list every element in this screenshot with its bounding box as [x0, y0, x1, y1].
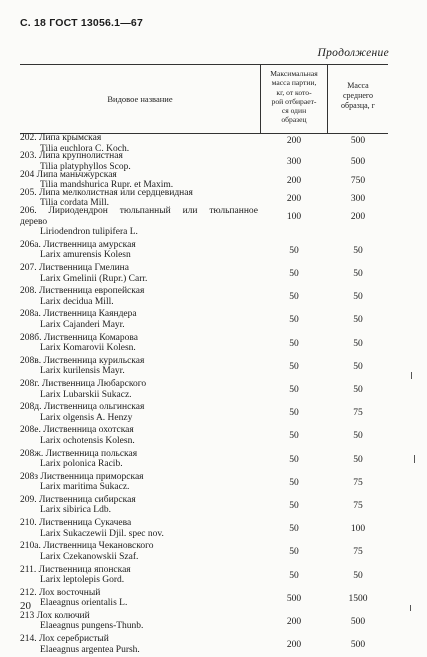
- avg-mass-value: 75: [353, 547, 363, 558]
- table-row: [20, 263, 388, 286]
- max-mass-value: 50: [289, 454, 299, 465]
- max-mass-value: 300: [286, 157, 302, 168]
- russian-name: 208е. Лиственница охотская: [20, 425, 134, 436]
- page-number: 20: [20, 600, 31, 612]
- latin-name: Tilia euchlora C. Koch.: [40, 143, 130, 154]
- max-mass-value: 50: [289, 361, 299, 372]
- russian-name: дерево: [20, 216, 48, 227]
- margin-mark: [410, 605, 411, 611]
- latin-name: Larix ochotensis Kolesn.: [40, 435, 135, 446]
- max-mass-value: 200: [286, 616, 302, 627]
- latin-name: Larix Cajanderi Mayr.: [40, 319, 125, 330]
- column-header-max-mass: Максимальная масса партии, кг, от кото- рой отбирает- ся один образец: [270, 69, 318, 125]
- avg-mass-value: 100: [350, 524, 366, 535]
- avg-mass-value: 75: [353, 408, 363, 419]
- avg-mass-value: 500: [350, 640, 366, 651]
- species-name: [20, 565, 258, 586]
- latin-name: Larix olgensis A. Henzy: [40, 412, 133, 423]
- avg-mass-value: 50: [353, 570, 363, 581]
- max-mass-value: 50: [289, 245, 299, 256]
- latin-name: Tilia cordata Mill.: [40, 198, 110, 209]
- species-name: [20, 588, 258, 609]
- latin-name: Elaeagnus pungens-Thunb.: [40, 621, 144, 632]
- russian-name: 213 Лох колючий: [20, 610, 90, 621]
- russian-name: 208д. Лиственница ольгинская: [20, 402, 145, 413]
- avg-mass-value: 200: [350, 212, 366, 223]
- table-row: [20, 402, 388, 425]
- max-mass-value: 100: [286, 212, 302, 223]
- avg-mass-value: 50: [353, 269, 363, 280]
- species-name: [20, 449, 258, 470]
- max-mass-value: 500: [286, 593, 302, 604]
- latin-name: Tilia mandshurica Rupr. et Maxim.: [40, 180, 174, 191]
- max-mass-value: 200: [286, 136, 302, 146]
- max-mass-value: 50: [289, 547, 299, 558]
- table-row: [20, 309, 388, 332]
- avg-mass-value: 50: [353, 338, 363, 349]
- latin-name: Larix sibirica Ldb.: [40, 505, 111, 516]
- max-mass-value: 50: [289, 570, 299, 581]
- avg-mass-value: 50: [353, 385, 363, 395]
- max-mass-value: 50: [289, 524, 299, 535]
- max-mass-value: 50: [289, 315, 299, 326]
- russian-name: 206. Лириодендрон тюльпанный или тюльпанное: [20, 206, 258, 217]
- table-row: [20, 240, 388, 263]
- table-row: [20, 588, 388, 611]
- russian-name: 202. Липа крымская: [20, 133, 102, 143]
- max-mass-value: 50: [289, 500, 299, 511]
- latin-name: Larix decidua Mill.: [40, 296, 114, 307]
- max-mass-value: 200: [286, 193, 302, 204]
- table-row: [20, 449, 388, 472]
- table-row: [20, 425, 388, 448]
- table-row: [20, 634, 388, 657]
- russian-name: 211. Лиственница японская: [20, 564, 131, 575]
- table-row: [20, 472, 388, 495]
- column-header-avg-mass: Масса среднего образца, г: [341, 81, 375, 110]
- max-mass-value: 50: [289, 431, 299, 442]
- species-name: [20, 541, 258, 562]
- table-body: [20, 133, 388, 657]
- table-row: [20, 133, 388, 154]
- russian-name: 208з Лиственница приморская: [20, 471, 144, 482]
- avg-mass-value: 75: [353, 477, 363, 488]
- avg-mass-value: 50: [353, 431, 363, 442]
- table-row: [20, 169, 388, 191]
- avg-mass-value: 300: [350, 193, 366, 204]
- latin-name: Elaeagnus orientalis L.: [40, 598, 128, 609]
- table-row: [20, 187, 388, 209]
- latin-name: Larix leptolepis Gord.: [40, 575, 125, 585]
- table-row: [20, 286, 388, 309]
- russian-name: 212. Лох восточный: [20, 587, 101, 598]
- russian-name: 206а. Лиственница амурская: [20, 239, 136, 250]
- russian-name: 209. Лиственница сибирская: [20, 494, 136, 505]
- species-name: [20, 309, 258, 330]
- margin-mark: [414, 455, 415, 463]
- avg-mass-value: 500: [350, 616, 366, 627]
- species-name: [20, 263, 258, 284]
- russian-name: 208а. Лиственница Каяндера: [20, 309, 137, 320]
- latin-name: Larix Komarovii Kolesn.: [40, 343, 136, 354]
- latin-name: Larix kurilensis Mayr.: [40, 366, 125, 377]
- species-name: [20, 240, 258, 261]
- table-row: [20, 518, 388, 541]
- table-row: [20, 541, 388, 564]
- table-row: [20, 206, 388, 240]
- latin-name: Larix amurensis Kolesn: [40, 250, 131, 261]
- russian-name: 204 Липа маньчжурская: [20, 169, 117, 180]
- margin-mark: [411, 372, 412, 379]
- column-header-name: Видовое название: [107, 94, 173, 104]
- latin-name: Larix polonica Racib.: [40, 459, 123, 470]
- max-mass-value: 50: [289, 408, 299, 419]
- max-mass-value: 50: [289, 292, 299, 303]
- avg-mass-value: 50: [353, 454, 363, 465]
- avg-mass-value: 50: [353, 245, 363, 256]
- table-row: [20, 495, 388, 518]
- russian-name: 203. Липа крупнолистная: [20, 151, 123, 162]
- latin-name: Larix Lubarskii Sukacz.: [40, 389, 132, 400]
- species-name: [20, 611, 258, 632]
- max-mass-value: 50: [289, 477, 299, 488]
- avg-mass-value: 50: [353, 292, 363, 303]
- species-name: [20, 286, 258, 307]
- latin-name: Larix Sukaczewii Djil. spec nov.: [40, 528, 164, 539]
- species-name: [20, 356, 258, 377]
- table-row: [20, 356, 388, 379]
- russian-name: 208. Лиственница европейская: [20, 286, 145, 297]
- table-row: [20, 333, 388, 356]
- max-mass-value: 200: [286, 640, 302, 651]
- avg-mass-value: 500: [350, 136, 366, 146]
- russian-name: 214. Лох серебристый: [20, 634, 109, 645]
- continuation-label: Продолжение: [317, 47, 389, 59]
- species-name: [20, 518, 258, 539]
- latin-name: Larix maritima Sukacz.: [40, 482, 130, 493]
- avg-mass-value: 500: [350, 157, 366, 168]
- latin-name: Elaeagnus argentea Pursh.: [40, 644, 140, 655]
- max-mass-value: 50: [289, 338, 299, 349]
- species-name: [20, 634, 258, 655]
- avg-mass-value: 750: [350, 175, 366, 186]
- russian-name: 208г. Лиственница Любарского: [20, 379, 147, 389]
- russian-name: 208в. Лиственница курильская: [20, 355, 145, 366]
- species-name: [20, 425, 258, 446]
- table-row: [20, 565, 388, 588]
- avg-mass-value: 50: [353, 361, 363, 372]
- latin-name: Tilia platyphyllos Scop.: [40, 161, 131, 172]
- max-mass-value: 200: [286, 175, 302, 186]
- max-mass-value: 50: [289, 269, 299, 280]
- latin-name: Larix Gmelinii (Rupr.) Carr.: [40, 273, 148, 284]
- russian-name: 210. Лиственница Сукачева: [20, 518, 132, 529]
- species-name: [20, 402, 258, 423]
- avg-mass-value: 50: [353, 315, 363, 326]
- latin-name: Liriodendron tulipifera L.: [40, 227, 138, 238]
- russian-name: 205. Липа мелколистная или сердцевидная: [20, 187, 193, 198]
- russian-name: 210а. Лиственница Чекановского: [20, 541, 154, 552]
- russian-name: 208б. Лиственница Комарова: [20, 332, 138, 343]
- avg-mass-value: 1500: [348, 593, 368, 604]
- avg-mass-value: 75: [353, 500, 363, 511]
- table-header: [20, 64, 388, 134]
- species-name: [20, 472, 258, 493]
- max-mass-value: 50: [289, 385, 299, 395]
- table-row: [20, 379, 388, 402]
- species-name: [20, 495, 258, 516]
- russian-name: 207. Лиственница Гмелина: [20, 263, 129, 274]
- russian-name: 208ж. Лиственница польская: [20, 448, 138, 459]
- page-header: С. 18 ГОСТ 13056.1—67: [20, 17, 143, 29]
- species-name: [20, 206, 258, 238]
- table-row: [20, 151, 388, 172]
- latin-name: Larix Czekanowskii Szaf.: [40, 551, 139, 562]
- species-name: [20, 333, 258, 354]
- species-name: [20, 379, 258, 400]
